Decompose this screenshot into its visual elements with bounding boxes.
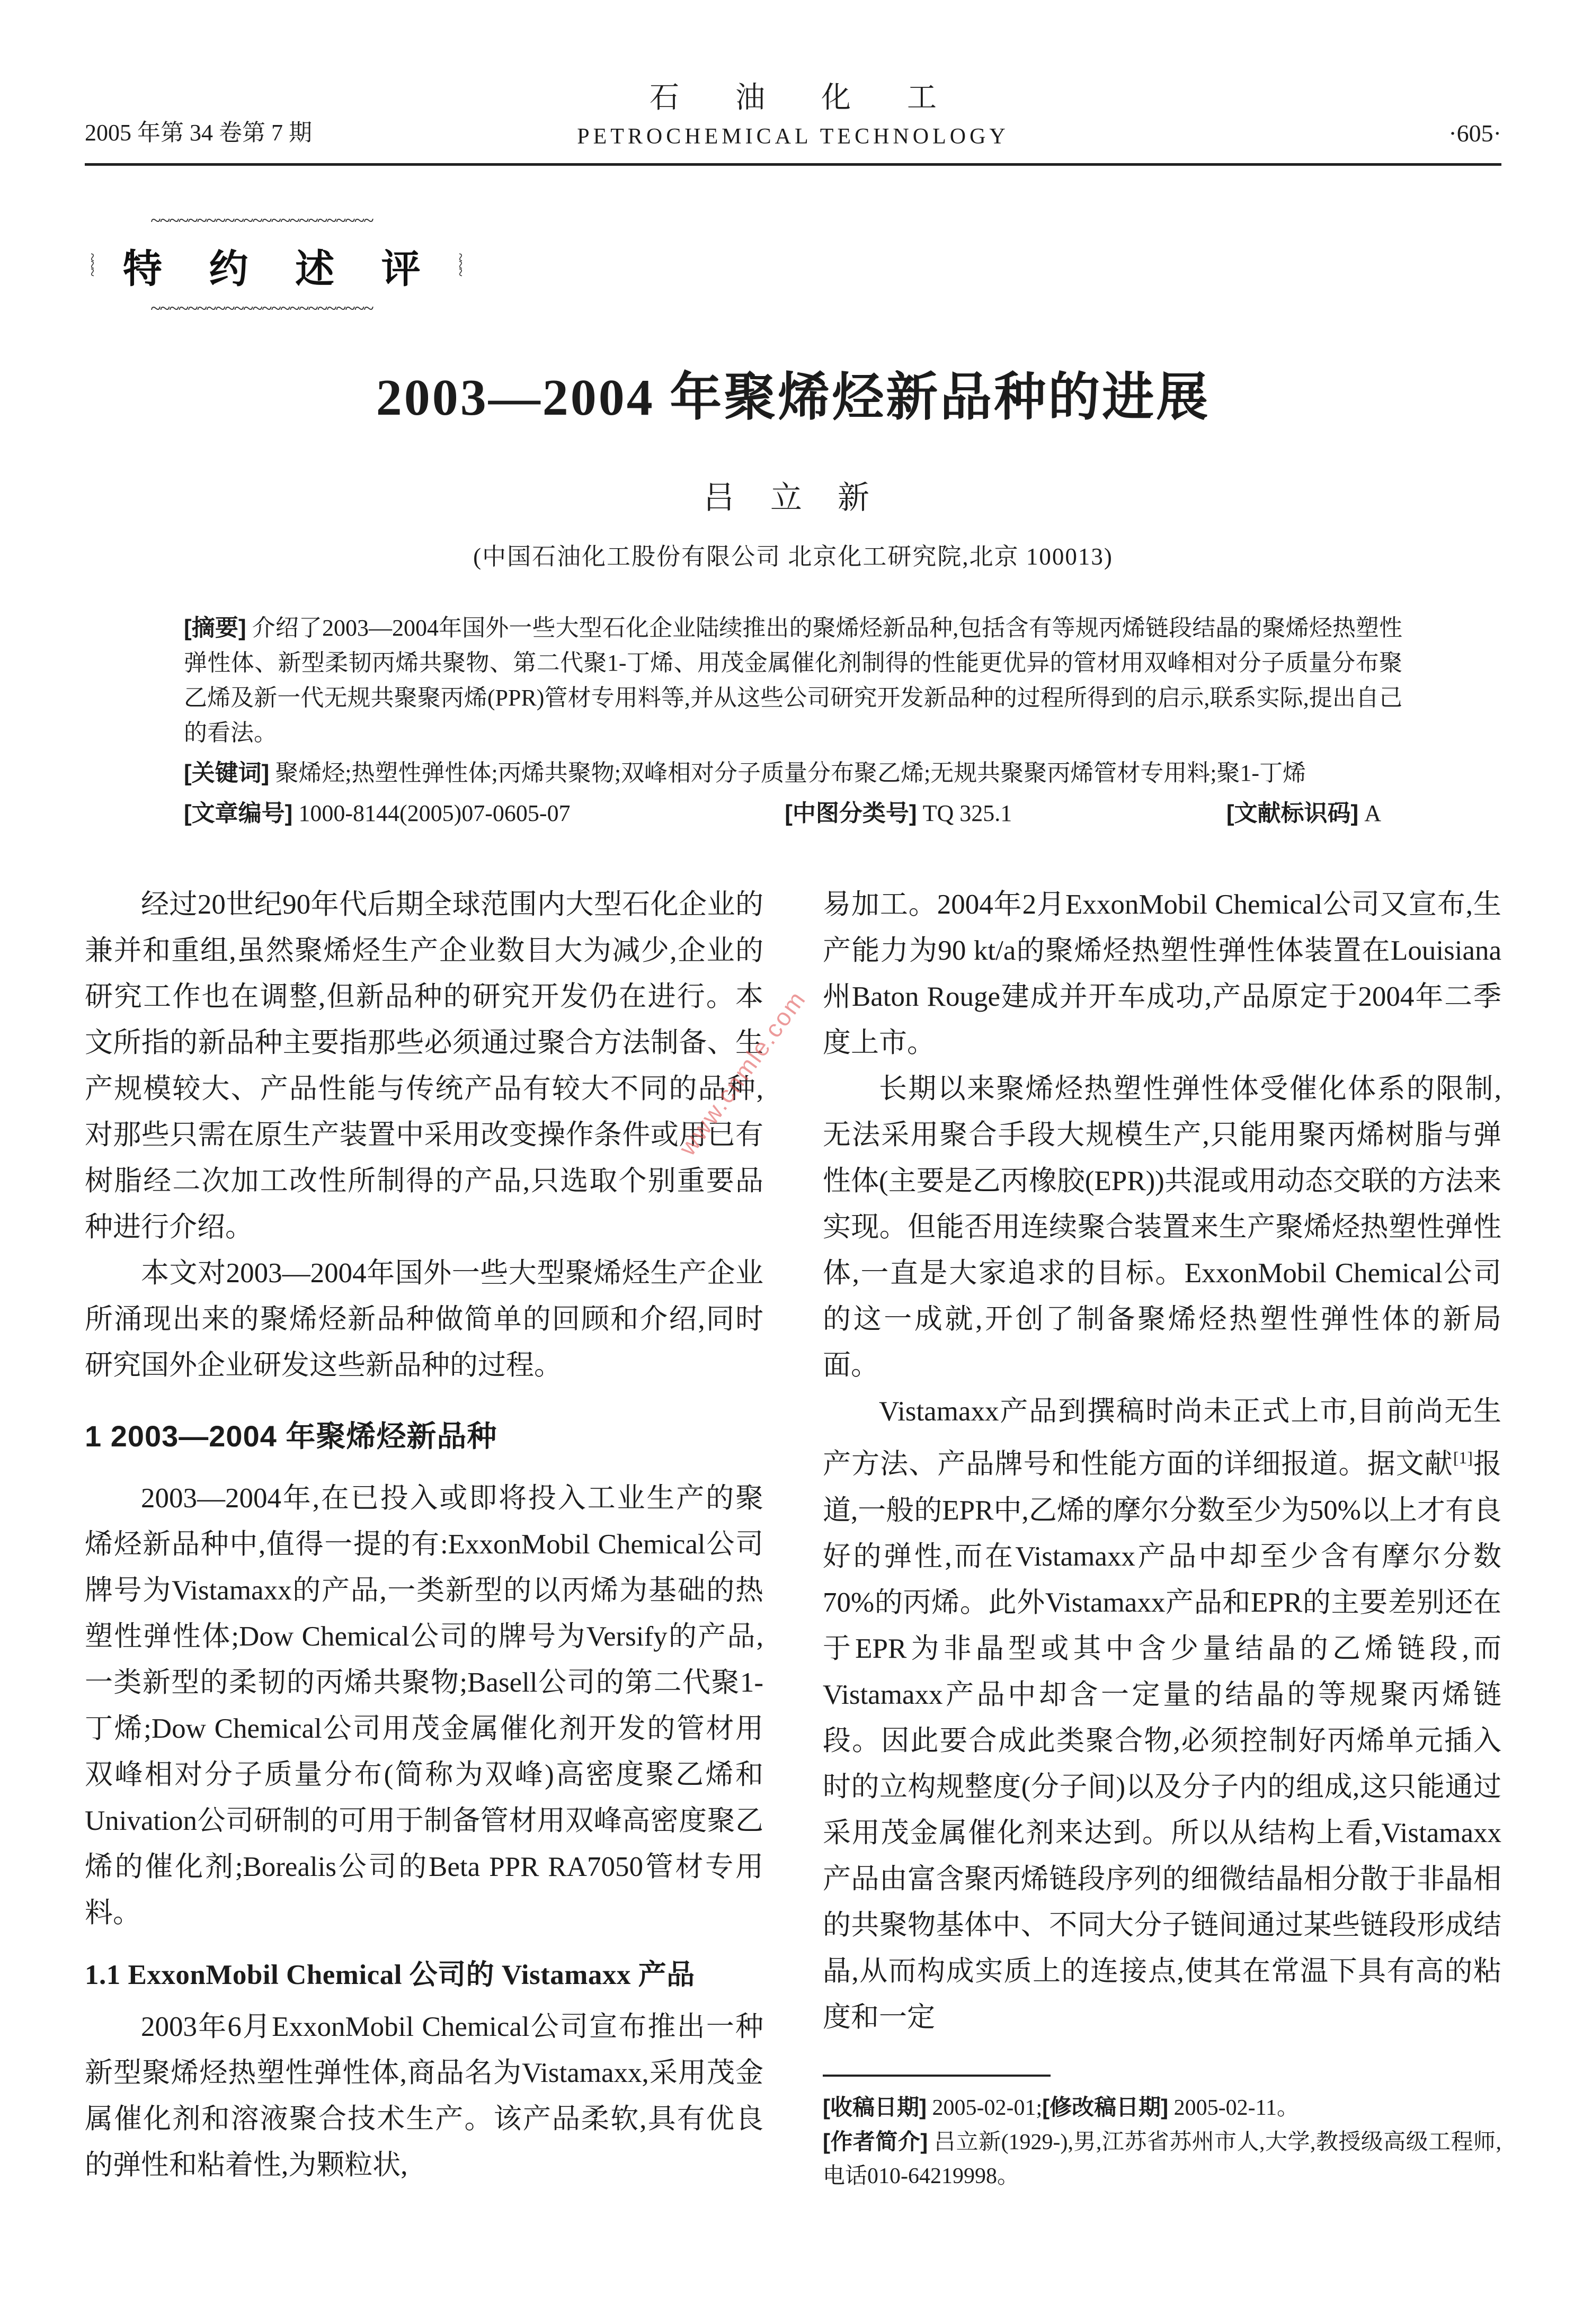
paragraph: 长期以来聚烯烃热塑性弹性体受催化体系的限制,无法采用聚合手段大规模生产,只能用聚丙烯树脂与弹性体(主要是乙丙橡胶(EPR))共混或用动态交联的方法来实现。但能否用连续聚合装置来生产聚烯烃热塑性弹性体,一直是大家追求的目标。ExxonMobil Chemical公司的这一成就,开创了制备聚烯烃热塑性弹性体的新局面。 [823, 1074, 1501, 1381]
clc-value: TQ 325.1 [922, 800, 1012, 826]
article-body [85, 882, 1501, 2193]
journal-name-block [577, 74, 1009, 149]
column-banner [85, 208, 467, 320]
paragraph: 2003—2004年,在已投入或即将投入工业生产的聚烯烃新品种中,值得一提的有:ExxonMobil Chemical公司牌号为Vistamaxx的产品,一类新型的以丙烯为基础的热塑性弹性体;Dow Chemical公司的牌号为Versify的产品,一类新型的柔韧的丙烯共聚物;Basell公司的第二代聚1-丁烯;Dow Chemical公司用茂金属催化剂开发的管材用双峰相对分子质量分布(简称为双峰)高密度聚乙烯和Univation公司研制的可用于制备管材用双峰高密度聚乙烯的催化剂;Borealis公司的Beta PPR RA7050管材专用料。 [85, 1483, 763, 1928]
footnote-rule [823, 2075, 1051, 2077]
paragraph: Vistamaxx产品到撰稿时尚未正式上市,目前尚无生产方法、产品牌号和性能方面的详细报道。据文献[1]报道,一般的EPR中,乙烯的摩尔分数至少为50%以上才有良好的弹性,而在Vistamaxx产品中却至少含有摩尔分数70%的丙烯。此外Vistamaxx产品和EPR的主要差别还在于EPR为非晶型或其中含少量结晶的乙烯链段,而Vistamaxx产品中却含一定量的结晶的等规聚丙烯链段。因此要合成此类聚合物,必须控制好丙烯单元插入时的立构规整度(分子间)以及分子内的组成,这只能通过采用茂金属催化剂来达到。所以从结构上看,Vistamaxx产品由富含聚丙烯链段序列的细微结晶相分散于非晶相的共聚物基体中、不同大分子链间通过某些链段形成结晶,从而构成实质上的连接点,使其在常温下具有高的粘度和一定 [823, 1396, 1502, 2033]
right-column [823, 882, 1501, 2193]
author-name: 吕 立 新 [703, 480, 883, 515]
journal-header [85, 74, 1501, 166]
banner-left-border: ~~~ [83, 253, 101, 276]
section-heading: 1 2003—2004 年聚烯烃新品种 [85, 1419, 497, 1453]
citation-reference: [1] [1453, 1449, 1473, 1467]
footnote: [作者简介] 吕立新(1929-),男,江苏省苏州市人,大学,教授级高级工程师,电话010-64219998。 [823, 2129, 1501, 2188]
article-number-label: [文章编号] [184, 800, 293, 826]
footnote: [收稿日期] 2005-02-01;[修改稿日期] 2005-02-11。 [823, 2094, 1300, 2120]
keywords [184, 756, 1402, 791]
footnote-label: [修改稿日期] [1042, 2094, 1169, 2120]
banner-right-border: ~~~ [451, 253, 469, 276]
footnote-label: [作者简介] [823, 2129, 928, 2154]
banner-top-border: ~~~~~~~~~~~~~~~~~~~~~~~~ [150, 211, 373, 229]
abstract-label: [摘要] [184, 615, 246, 641]
paragraph: 经过20世纪90年代后期全球范围内大型石化企业的兼并和重组,虽然聚烯烃生产企业数目大为减少,企业的研究工作也在调整,但新品种的研究开发仍在进行。本文所指的新品种主要指那些必须通过聚合方法制备、生产规模较大、产品性能与传统产品有较大不同的品种,对那些只需在原生产装置中采用改变操作条件或用已有树脂经二次加工改性所制得的产品,只选取个别重要品种进行介绍。 [85, 889, 763, 1243]
abstract-text: 介绍了2003—2004年国外一些大型石化企业陆续推出的聚烯烃新品种,包括含有等规丙烯链段结晶的聚烯烃热塑性弹性体、新型柔韧丙烯共聚物、第二代聚1-丁烯、用茂金属催化剂制得的性能更优异的管材用双峰相对分子质量分布聚乙烯及新一代无规共聚聚丙烯(PPR)管材专用料等,并从这些公司研究开发新品种的过程所得到的启示,联系实际,提出自己的看法。 [184, 615, 1403, 746]
left-column [85, 882, 763, 2188]
paragraph: 易加工。2004年2月ExxonMobil Chemical公司又宣布,生产能力为90 kt/a的聚烯烃热塑性弹性体装置在Louisiana州Baton Rouge建成并开车成功,产品原定于2004年二季度上市。 [823, 889, 1501, 1058]
document-code [1226, 796, 1381, 831]
abstract [184, 611, 1402, 750]
subsection-heading: 1.1 ExxonMobil Chemical 公司的 Vistamaxx 产品 [85, 1960, 695, 1990]
article-number-value: 1000-8144(2005)07-0605-07 [298, 800, 571, 826]
author-affiliation: (中国石油化工股份有限公司 北京化工研究院,北京 100013) [473, 543, 1113, 570]
document-code-value: A [1364, 800, 1381, 826]
paragraph: 2003年6月ExxonMobil Chemical公司宣布推出一种新型聚烯烃热塑性弹性体,商品名为Vistamaxx,采用茂金属催化剂和溶液聚合技术生产。该产品柔软,具有优良的弹性和粘着性,为颗粒状, [85, 2012, 763, 2180]
keywords-text: 聚烯烃;热塑性弹性体;丙烯共聚物;双峰相对分子质量分布聚乙烯;无规共聚聚丙烯管材专用料;聚1-丁烯 [275, 760, 1306, 786]
article-meta [184, 796, 1402, 831]
article-title: 2003—2004 年聚烯烃新品种的进展 [376, 369, 1211, 426]
clc-label: [中图分类号] [785, 800, 917, 826]
journal-name-chinese: 石 油 化 工 [650, 82, 961, 114]
document-code-label: [文献标识码] [1226, 800, 1359, 826]
banner-bottom-border: ~~~~~~~~~~~~~~~~~~~~~~~~ [150, 299, 373, 317]
paragraph: 本文对2003—2004年国外一些大型聚烯烃生产企业所涌现出来的聚烯烃新品种做简单的回顾和介绍,同时研究国外企业研发这些新品种的过程。 [85, 1258, 763, 1381]
article-number [184, 796, 571, 831]
abstract-block [184, 611, 1402, 831]
footnotes [823, 2075, 1501, 2193]
journal-name-english: PETROCHEMICAL TECHNOLOGY [577, 124, 1009, 149]
footnote-label: [收稿日期] [823, 2094, 927, 2120]
banner-label: 特 约 述 评 [123, 247, 439, 291]
issue-info: 2005 年第 34 卷第 7 期 [85, 120, 312, 146]
clc-number [785, 796, 1012, 831]
keywords-label: [关键词] [184, 760, 270, 786]
page-number: ·605· [1448, 120, 1501, 147]
watermark: www.cnmle.com [673, 985, 812, 1161]
